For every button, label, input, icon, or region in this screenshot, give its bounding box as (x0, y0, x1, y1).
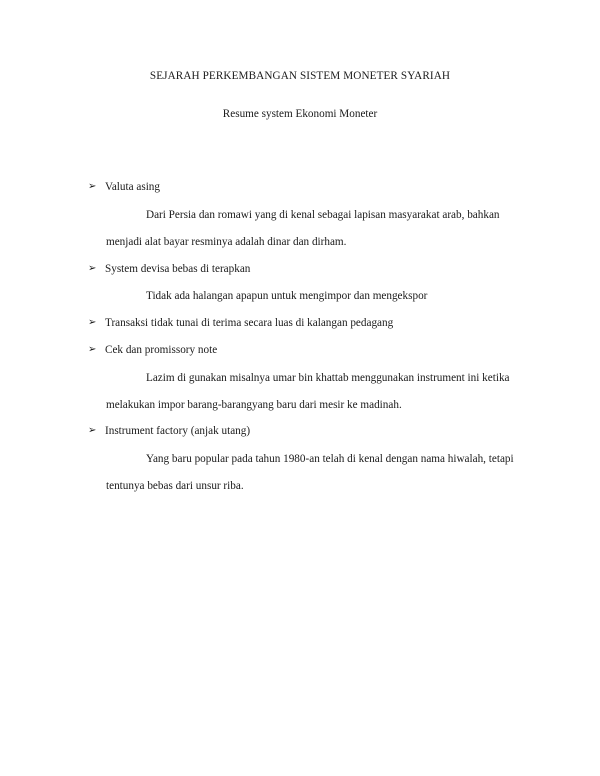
bullet-label: Cek dan promissory note (105, 344, 218, 356)
bullet-item-cek (88, 344, 217, 356)
arrowhead-bullet-icon: ➢ (88, 425, 97, 436)
paragraph-line: Dari Persia dan romawi yang di kenal sebagai lapisan masyarakat arab, bahkan (146, 209, 500, 221)
document-title: SEJARAH PERKEMBANGAN SISTEM MONETER SYARIAH (149, 70, 451, 82)
paragraph-line: Tidak ada halangan apapun untuk mengimpor dan mengekspor (146, 290, 428, 302)
bullet-label: Instrument factory (anjak utang) (105, 425, 251, 437)
arrowhead-bullet-icon: ➢ (88, 344, 97, 355)
bullet-label: System devisa bebas di terapkan (105, 263, 251, 275)
paragraph-line: menjadi alat bayar resminya adalah dinar dan dirham. (106, 236, 347, 248)
bullet-label: Transaksi tidak tunai di terima secara luas di kalangan pedagang (105, 317, 394, 329)
arrowhead-bullet-icon: ➢ (88, 317, 97, 328)
bullet-item-valuta-asing (88, 181, 160, 193)
bullet-item-instrument-factory (88, 425, 250, 437)
paragraph-line: melakukan impor barang-barangyang baru dari mesir ke madinah. (106, 399, 402, 411)
paragraph-line: Yang baru popular pada tahun 1980-an telah di kenal dengan nama hiwalah, tetapi (146, 453, 514, 465)
arrowhead-bullet-icon: ➢ (88, 263, 97, 274)
bullet-item-system-devisa (88, 263, 250, 275)
document-subtitle: Resume system Ekonomi Moneter (222, 108, 378, 120)
bullet-item-transaksi (88, 317, 393, 329)
bullet-label: Valuta asing (105, 181, 160, 193)
paragraph-line: tentunya bebas dari unsur riba. (106, 480, 244, 492)
paragraph-line: Lazim di gunakan misalnya umar bin khattab menggunakan instrument ini ketika (146, 372, 510, 384)
arrowhead-bullet-icon: ➢ (88, 181, 97, 192)
